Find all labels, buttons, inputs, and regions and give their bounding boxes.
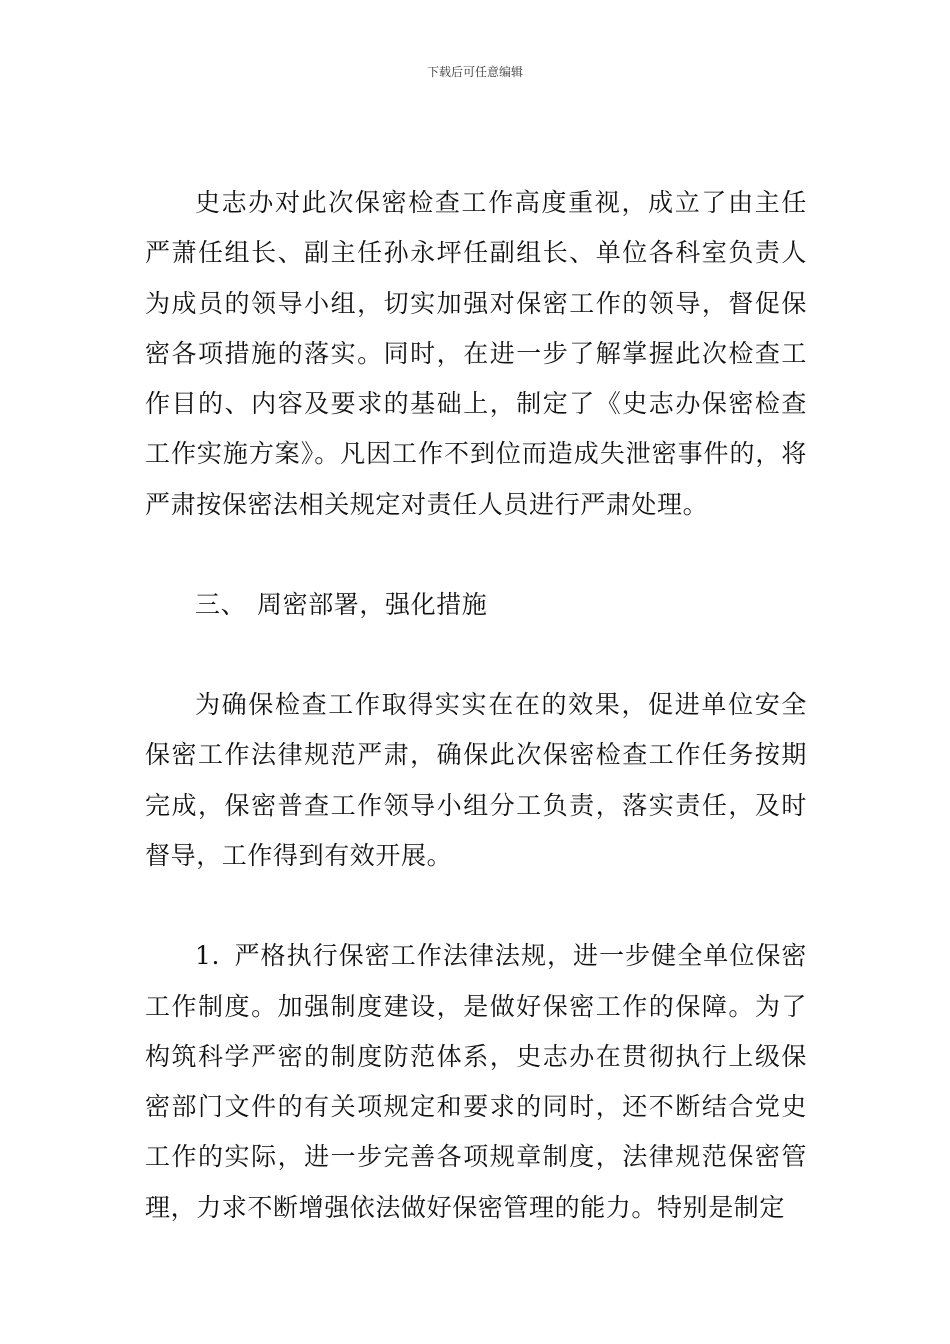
section-heading-3 bbox=[145, 580, 807, 630]
paragraph-gap bbox=[145, 530, 807, 580]
section-title: 周密部署，强化措施 bbox=[257, 590, 488, 620]
list-item-1 bbox=[145, 931, 807, 1233]
paragraph-leadership-group: 史志办对此次保密检查工作高度重视，成立了由主任严萧任组长、副主任孙永坪任副组长、单位各科室负责人为成员的领导小组，切实加强对保密工作的领导，督促保密各项措施的落实。同时，在进一步了解掌握此次检查工作目的、内容及要求的基础上，制定了《史志办保密检查工作实施方案》。凡因工作不到位而造成失泄密事件的，将严肃按保密法相关规定对责任人员进行严肃处理。 bbox=[145, 188, 807, 519]
paragraph-gap bbox=[145, 630, 807, 680]
section-number: 三、 bbox=[195, 590, 247, 620]
list-item-number: 1. bbox=[195, 941, 221, 971]
document-body bbox=[145, 178, 807, 1233]
page-header-note: 下载后可任意编辑 bbox=[426, 65, 523, 79]
list-item-text: 严格执行保密工作法律法规，进一步健全单位保密工作制度。加强制度建设，是做好保密工作的保障。为了构筑科学严密的制度防范体系，史志办在贯彻执行上级保密部门文件的有关项规定和要求的同时，还不断结合党史工作的实际，进一步完善各项规章制度，法律规范保密管理，力求不断增强依法做好保密管理的能力。特别是制定 bbox=[145, 941, 807, 1222]
paragraph-deployment: 为确保检查工作取得实实在在的效果，促进单位安全保密工作法律规范严肃，确保此次保密检查工作任务按期完成，保密普查工作领导小组分工负责，落实责任，及时督导，工作得到有效开展。 bbox=[145, 690, 807, 870]
